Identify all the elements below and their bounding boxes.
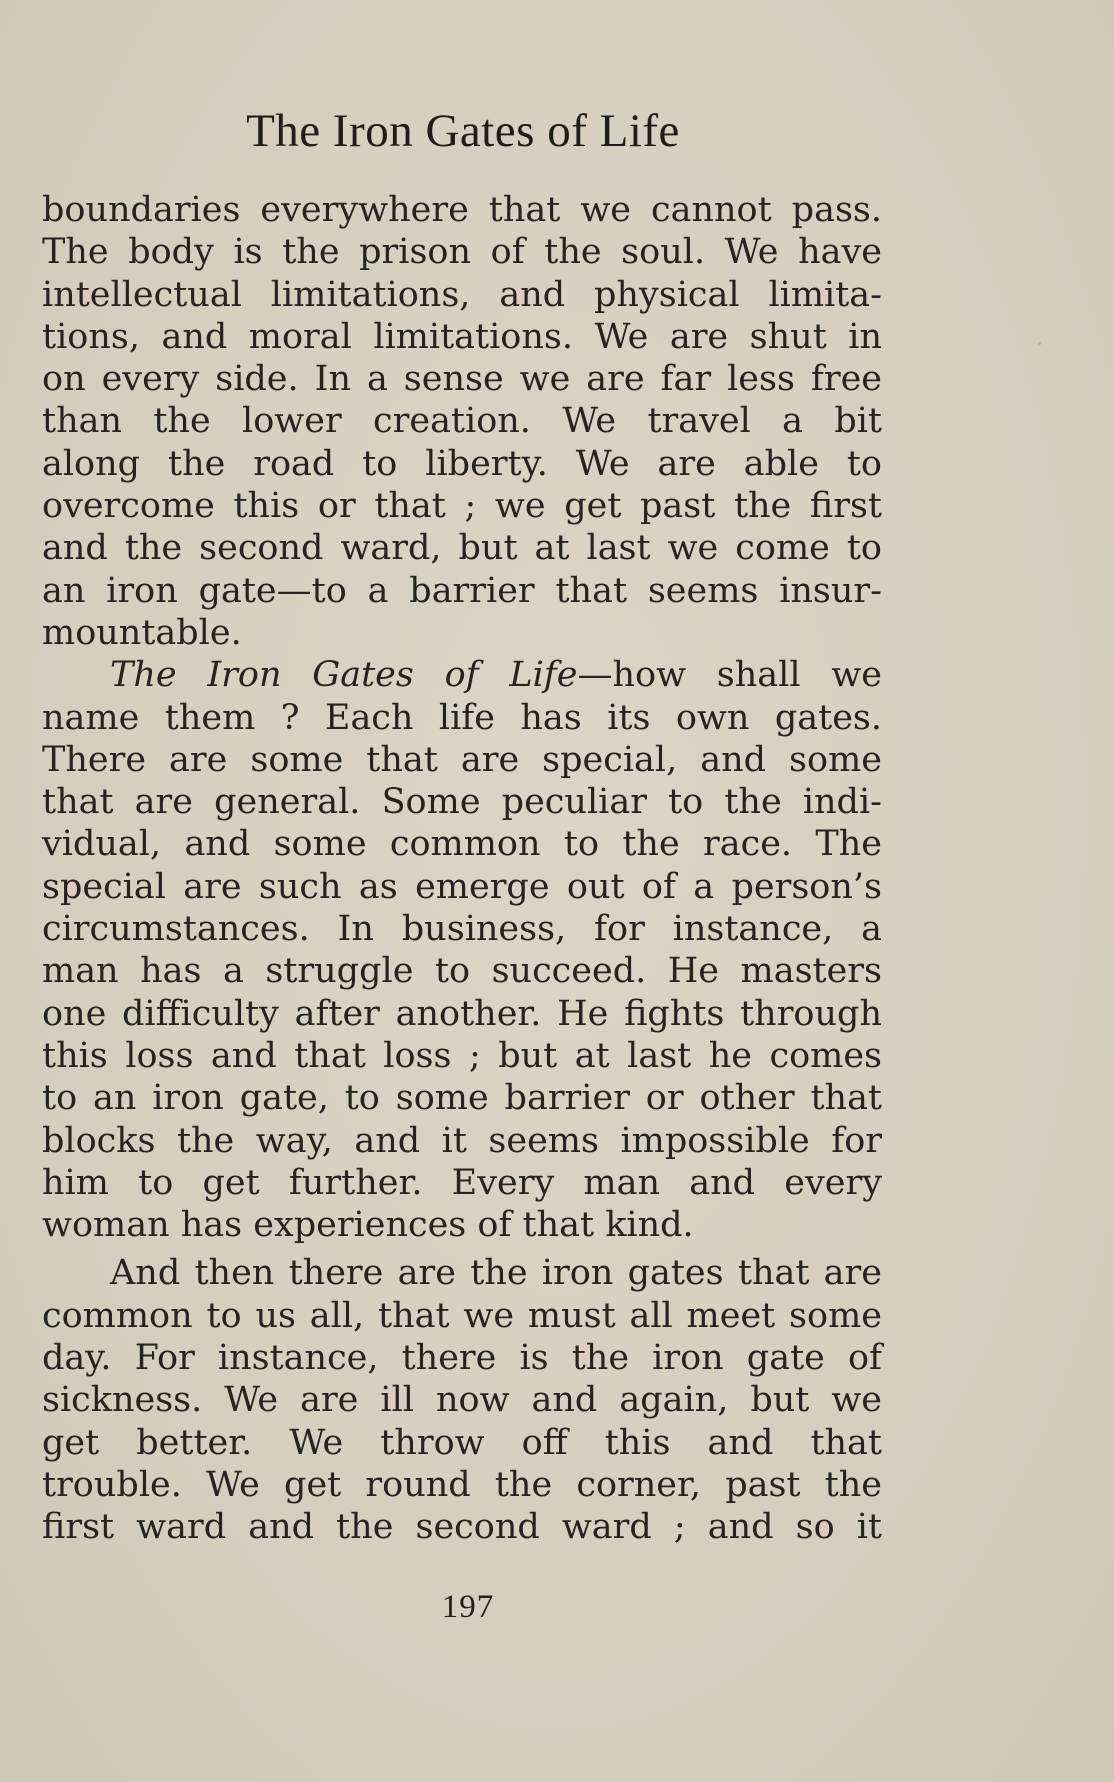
text-line: and the second ward, but at last we come to	[42, 528, 882, 569]
text-line	[42, 654, 882, 696]
paragraph	[42, 1252, 882, 1548]
text-line: woman has experiences of that kind.	[42, 1205, 694, 1246]
text-line: an iron gate—to a barrier that seems insur-	[42, 570, 882, 611]
text-line: than the lower creation. We travel a bit	[42, 401, 882, 442]
italic-title: The Iron Gates of Life	[110, 655, 578, 696]
text-line: sickness. We are ill now and again, but we	[42, 1380, 882, 1421]
text-line: name them ? Each life has its own gates.	[42, 697, 882, 738]
text-line: blocks the way, and it seems impossible for	[42, 1120, 882, 1161]
paragraph	[42, 189, 882, 654]
text-line: overcome this or that ; we get past the first	[42, 486, 882, 527]
text-line: on every side. In a sense we are far less free	[42, 359, 882, 400]
text-line: to an iron gate, to some barrier or other that	[42, 1078, 882, 1119]
text-line: along the road to liberty. We are able to	[42, 443, 882, 484]
text-line: one difficulty after another. He fights through	[42, 993, 882, 1034]
text-line: him to get further. Every man and every	[42, 1162, 882, 1203]
text-line: common to us all, that we must all meet some	[42, 1295, 882, 1336]
running-head: The Iron Gates of Life	[246, 105, 680, 157]
text-line: And then there are the iron gates that are	[110, 1253, 882, 1294]
text-line: first ward and the second ward ; and so it	[42, 1507, 882, 1548]
text-line: get better. We throw off this and that	[42, 1422, 882, 1463]
text-line: this loss and that loss ; but at last he comes	[42, 1035, 882, 1076]
text-line: that are general. Some peculiar to the indi-	[42, 782, 882, 823]
text-line: tions, and moral limitations. We are shut in	[42, 316, 882, 357]
text-line: man has a struggle to succeed. He masters	[42, 951, 882, 992]
text-line: day. For instance, there is the iron gate of	[42, 1338, 882, 1379]
paragraph	[42, 654, 882, 1246]
text-line: trouble. We get round the corner, past the	[42, 1464, 882, 1505]
text-line: circumstances. In business, for instance, a	[42, 909, 882, 950]
page-number: 197	[441, 1589, 495, 1625]
body-text	[42, 189, 882, 1549]
paper-speck	[1038, 342, 1041, 345]
text-line: boundaries everywhere that we cannot pass.	[42, 190, 882, 230]
text-line: intellectual limitations, and physical limita-	[42, 274, 882, 315]
text-line: The body is the prison of the soul. We have	[42, 232, 882, 273]
text-line: There are some that are special, and some	[42, 739, 882, 780]
text-line: vidual, and some common to the race. The	[42, 824, 882, 865]
line-rest: —how shall we	[577, 655, 882, 696]
text-line: mountable.	[42, 612, 242, 653]
text-line: special are such as emerge out of a person’s	[42, 866, 882, 907]
